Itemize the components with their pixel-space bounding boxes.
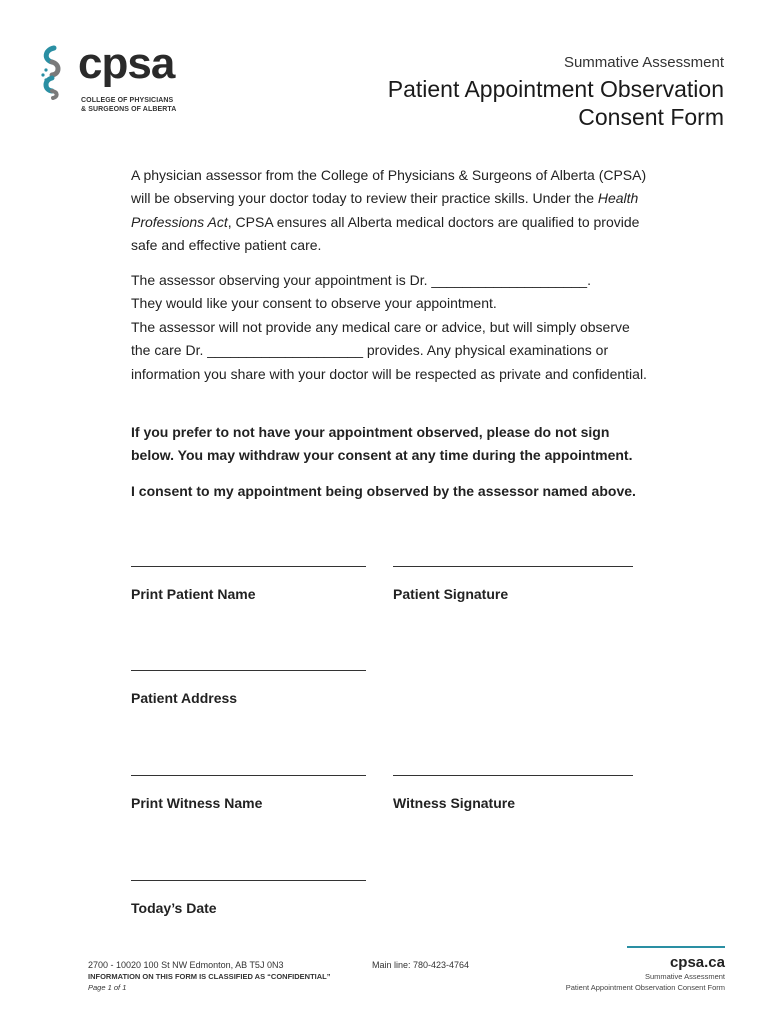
patient-name-line[interactable]	[131, 566, 366, 567]
footer-address: 2700 - 10020 100 St NW Edmonton, AB T5J 0N3	[88, 960, 284, 970]
footer-accent-rule	[627, 946, 725, 948]
cpsa-wordmark: cpsa	[78, 39, 175, 88]
witness-name-line[interactable]	[131, 775, 366, 776]
footer-website-link[interactable]: cpsa.ca	[669, 954, 725, 971]
consent-request-line: They would like your consent to observe your appointment.	[131, 295, 497, 312]
logo-subtitle-line-2: & SURGEONS OF ALBERTA	[81, 106, 177, 113]
header-kicker: Summative Assessment	[563, 54, 724, 71]
todays-date-label: Today’s Date	[131, 900, 217, 916]
todays-date-line[interactable]	[131, 880, 366, 881]
assessor-paragraph	[131, 269, 651, 386]
witness-name-label: Print Witness Name	[131, 795, 263, 811]
patient-name-label: Print Patient Name	[131, 586, 256, 602]
footer-doc-type: Summative Assessment	[644, 972, 725, 981]
consent-statement	[131, 480, 651, 503]
assessor-line: The assessor observing your appointment is Dr. ____________________.	[131, 272, 591, 288]
footer-confidential-note: INFORMATION ON THIS FORM IS CLASSIFIED AS “CONFIDENTIAL”	[88, 972, 331, 981]
footer-phone: Main line: 780-423-4764	[372, 960, 470, 970]
intro-text-end: , CPSA ensures all Alberta medical doctors are qualified to provide safe and effective patient care.	[131, 213, 640, 254]
intro-paragraph	[131, 164, 651, 258]
footer-page-number: Page 1 of 1	[88, 983, 127, 992]
act-name: Health Professions Act	[131, 190, 639, 230]
patient-signature-line[interactable]	[393, 566, 633, 567]
title-line-2: Consent Form	[578, 104, 724, 130]
opt-out-text: If you prefer to not have your appointment observed, please do not sign below. You may withdraw your consent at any time during the appointment.	[131, 424, 633, 464]
intro-text-start: A physician assessor from the College of Physicians & Surgeons of Alberta (CPSA) will be observing your doctor today to review their practice skills. Under the	[131, 167, 647, 207]
logo-subtitle-line-1: COLLEGE OF PHYSICIANS	[81, 97, 174, 104]
witness-signature-line[interactable]	[393, 775, 633, 776]
patient-address-label: Patient Address	[131, 690, 238, 706]
assessor-role-text: The assessor will not provide any medical care or advice, but will simply observe the care Dr. ____________________ provides. Any physical examinations or information you share with your doctor will be respected as private and confidential.	[131, 318, 647, 382]
page-title	[388, 75, 724, 131]
opt-out-paragraph	[131, 421, 651, 468]
title-line-1: Patient Appointment Observation	[387, 76, 724, 102]
patient-address-line[interactable]	[131, 670, 366, 671]
patient-signature-label: Patient Signature	[393, 586, 509, 602]
witness-signature-label: Witness Signature	[393, 795, 516, 811]
footer-doc-title: Patient Appointment Observation Consent Form	[565, 983, 725, 992]
consent-text: I consent to my appointment being observed by the assessor named above.	[131, 483, 636, 499]
logo-subtitle	[81, 96, 176, 114]
cpsa-logo-icon	[40, 44, 74, 100]
